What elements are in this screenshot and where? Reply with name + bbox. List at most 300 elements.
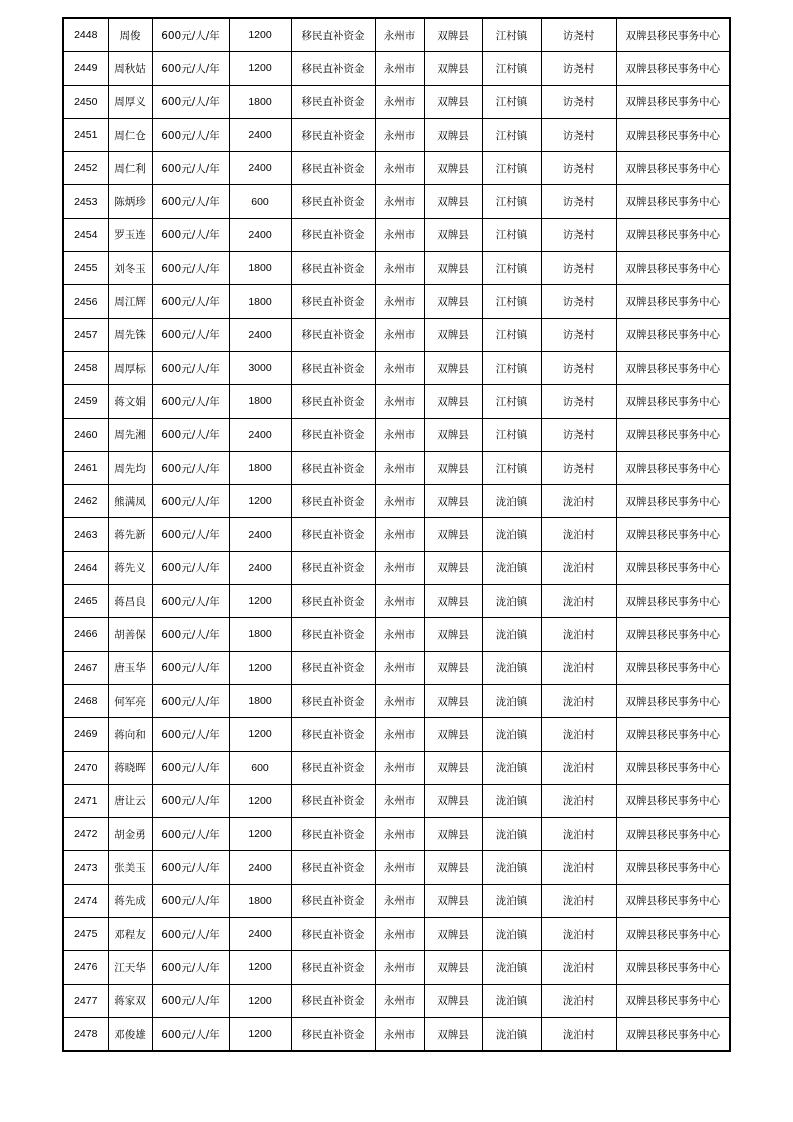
standard-cell: 600元/人/年 <box>152 18 229 52</box>
standard-cell: 600元/人/年 <box>152 651 229 684</box>
standard-cell: 600元/人/年 <box>152 52 229 85</box>
fund-type-cell: 移民直补资金 <box>291 884 375 917</box>
standard-cell: 600元/人/年 <box>152 518 229 551</box>
agency-cell: 双牌县移民事务中心 <box>616 152 730 185</box>
fund-type-cell: 移民直补资金 <box>291 951 375 984</box>
table-row <box>63 285 730 318</box>
standard-cell: 600元/人/年 <box>152 585 229 618</box>
row-number-cell: 2471 <box>63 784 108 817</box>
town-cell: 泷泊镇 <box>482 818 541 851</box>
amount-cell: 1800 <box>229 252 291 285</box>
county-cell: 双牌县 <box>424 152 482 185</box>
table-row <box>63 818 730 851</box>
county-cell: 双牌县 <box>424 218 482 251</box>
town-cell: 江村镇 <box>482 252 541 285</box>
name-cell: 蒋家双 <box>108 984 152 1017</box>
agency-cell: 双牌县移民事务中心 <box>616 684 730 717</box>
fund-type-cell: 移民直补资金 <box>291 18 375 52</box>
county-cell: 双牌县 <box>424 1017 482 1051</box>
agency-cell: 双牌县移民事务中心 <box>616 418 730 451</box>
county-cell: 双牌县 <box>424 285 482 318</box>
table-row <box>63 185 730 218</box>
amount-cell: 1200 <box>229 784 291 817</box>
town-cell: 江村镇 <box>482 318 541 351</box>
fund-type-cell: 移民直补资金 <box>291 984 375 1017</box>
city-cell: 永州市 <box>375 52 424 85</box>
row-number-cell: 2474 <box>63 884 108 917</box>
amount-cell: 2400 <box>229 218 291 251</box>
fund-type-cell: 移民直补资金 <box>291 252 375 285</box>
table-row <box>63 984 730 1017</box>
town-cell: 泷泊镇 <box>482 918 541 951</box>
fund-type-cell: 移民直补资金 <box>291 485 375 518</box>
village-cell: 访尧村 <box>541 285 616 318</box>
town-cell: 泷泊镇 <box>482 518 541 551</box>
town-cell: 泷泊镇 <box>482 718 541 751</box>
city-cell: 永州市 <box>375 252 424 285</box>
table-row <box>63 418 730 451</box>
standard-cell: 600元/人/年 <box>152 751 229 784</box>
table-row <box>63 751 730 784</box>
village-cell: 访尧村 <box>541 185 616 218</box>
village-cell: 访尧村 <box>541 385 616 418</box>
agency-cell: 双牌县移民事务中心 <box>616 385 730 418</box>
amount-cell: 1800 <box>229 884 291 917</box>
city-cell: 永州市 <box>375 1017 424 1051</box>
county-cell: 双牌县 <box>424 718 482 751</box>
fund-type-cell: 移民直补资金 <box>291 918 375 951</box>
name-cell: 邓俊雄 <box>108 1017 152 1051</box>
village-cell: 泷泊村 <box>541 918 616 951</box>
row-number-cell: 2464 <box>63 551 108 584</box>
city-cell: 永州市 <box>375 18 424 52</box>
amount-cell: 2400 <box>229 518 291 551</box>
town-cell: 江村镇 <box>482 418 541 451</box>
name-cell: 何军亮 <box>108 684 152 717</box>
table-row <box>63 485 730 518</box>
standard-cell: 600元/人/年 <box>152 851 229 884</box>
fund-type-cell: 移民直补资金 <box>291 618 375 651</box>
agency-cell: 双牌县移民事务中心 <box>616 185 730 218</box>
fund-type-cell: 移民直补资金 <box>291 1017 375 1051</box>
amount-cell: 1800 <box>229 285 291 318</box>
agency-cell: 双牌县移民事务中心 <box>616 651 730 684</box>
city-cell: 永州市 <box>375 351 424 384</box>
fund-type-cell: 移民直补资金 <box>291 851 375 884</box>
row-number-cell: 2463 <box>63 518 108 551</box>
town-cell: 江村镇 <box>482 451 541 484</box>
village-cell: 泷泊村 <box>541 884 616 917</box>
row-number-cell: 2456 <box>63 285 108 318</box>
table-row <box>63 351 730 384</box>
agency-cell: 双牌县移民事务中心 <box>616 252 730 285</box>
agency-cell: 双牌县移民事务中心 <box>616 818 730 851</box>
city-cell: 永州市 <box>375 651 424 684</box>
standard-cell: 600元/人/年 <box>152 551 229 584</box>
amount-cell: 1200 <box>229 818 291 851</box>
village-cell: 泷泊村 <box>541 1017 616 1051</box>
amount-cell: 1200 <box>229 52 291 85</box>
name-cell: 张美玉 <box>108 851 152 884</box>
standard-cell: 600元/人/年 <box>152 451 229 484</box>
city-cell: 永州市 <box>375 418 424 451</box>
city-cell: 永州市 <box>375 118 424 151</box>
fund-type-cell: 移民直补资金 <box>291 451 375 484</box>
row-number-cell: 2468 <box>63 684 108 717</box>
agency-cell: 双牌县移民事务中心 <box>616 718 730 751</box>
standard-cell: 600元/人/年 <box>152 718 229 751</box>
table-row <box>63 1017 730 1051</box>
amount-cell: 3000 <box>229 351 291 384</box>
amount-cell: 2400 <box>229 152 291 185</box>
village-cell: 访尧村 <box>541 152 616 185</box>
name-cell: 周仁利 <box>108 152 152 185</box>
county-cell: 双牌县 <box>424 318 482 351</box>
row-number-cell: 2476 <box>63 951 108 984</box>
standard-cell: 600元/人/年 <box>152 418 229 451</box>
name-cell: 熊满凤 <box>108 485 152 518</box>
agency-cell: 双牌县移民事务中心 <box>616 52 730 85</box>
table-row <box>63 118 730 151</box>
row-number-cell: 2458 <box>63 351 108 384</box>
city-cell: 永州市 <box>375 551 424 584</box>
row-number-cell: 2459 <box>63 385 108 418</box>
village-cell: 泷泊村 <box>541 485 616 518</box>
agency-cell: 双牌县移民事务中心 <box>616 1017 730 1051</box>
name-cell: 周先均 <box>108 451 152 484</box>
subsidy-table <box>62 17 731 1052</box>
town-cell: 泷泊镇 <box>482 651 541 684</box>
table-body <box>63 18 730 1051</box>
row-number-cell: 2450 <box>63 85 108 118</box>
fund-type-cell: 移民直补资金 <box>291 385 375 418</box>
standard-cell: 600元/人/年 <box>152 684 229 717</box>
standard-cell: 600元/人/年 <box>152 918 229 951</box>
name-cell: 周秋姑 <box>108 52 152 85</box>
standard-cell: 600元/人/年 <box>152 118 229 151</box>
city-cell: 永州市 <box>375 585 424 618</box>
city-cell: 永州市 <box>375 318 424 351</box>
name-cell: 江天华 <box>108 951 152 984</box>
city-cell: 永州市 <box>375 918 424 951</box>
city-cell: 永州市 <box>375 218 424 251</box>
name-cell: 周厚标 <box>108 351 152 384</box>
amount-cell: 1800 <box>229 451 291 484</box>
city-cell: 永州市 <box>375 884 424 917</box>
town-cell: 江村镇 <box>482 85 541 118</box>
row-number-cell: 2460 <box>63 418 108 451</box>
agency-cell: 双牌县移民事务中心 <box>616 851 730 884</box>
village-cell: 访尧村 <box>541 318 616 351</box>
row-number-cell: 2470 <box>63 751 108 784</box>
village-cell: 泷泊村 <box>541 684 616 717</box>
city-cell: 永州市 <box>375 784 424 817</box>
town-cell: 泷泊镇 <box>482 485 541 518</box>
fund-type-cell: 移民直补资金 <box>291 218 375 251</box>
city-cell: 永州市 <box>375 718 424 751</box>
fund-type-cell: 移民直补资金 <box>291 351 375 384</box>
name-cell: 罗玉连 <box>108 218 152 251</box>
city-cell: 永州市 <box>375 152 424 185</box>
village-cell: 泷泊村 <box>541 585 616 618</box>
agency-cell: 双牌县移民事务中心 <box>616 918 730 951</box>
fund-type-cell: 移民直补资金 <box>291 818 375 851</box>
agency-cell: 双牌县移民事务中心 <box>616 285 730 318</box>
document-page <box>62 17 729 1052</box>
county-cell: 双牌县 <box>424 485 482 518</box>
table-row <box>63 851 730 884</box>
town-cell: 泷泊镇 <box>482 884 541 917</box>
county-cell: 双牌县 <box>424 784 482 817</box>
amount-cell: 1800 <box>229 684 291 717</box>
amount-cell: 2400 <box>229 118 291 151</box>
name-cell: 蒋向和 <box>108 718 152 751</box>
name-cell: 周仁仓 <box>108 118 152 151</box>
standard-cell: 600元/人/年 <box>152 285 229 318</box>
name-cell: 周先铢 <box>108 318 152 351</box>
agency-cell: 双牌县移民事务中心 <box>616 784 730 817</box>
town-cell: 江村镇 <box>482 385 541 418</box>
standard-cell: 600元/人/年 <box>152 984 229 1017</box>
county-cell: 双牌县 <box>424 918 482 951</box>
row-number-cell: 2466 <box>63 618 108 651</box>
agency-cell: 双牌县移民事务中心 <box>616 318 730 351</box>
village-cell: 访尧村 <box>541 52 616 85</box>
county-cell: 双牌县 <box>424 851 482 884</box>
village-cell: 访尧村 <box>541 351 616 384</box>
amount-cell: 1200 <box>229 585 291 618</box>
row-number-cell: 2453 <box>63 185 108 218</box>
village-cell: 泷泊村 <box>541 784 616 817</box>
county-cell: 双牌县 <box>424 551 482 584</box>
city-cell: 永州市 <box>375 851 424 884</box>
city-cell: 永州市 <box>375 185 424 218</box>
city-cell: 永州市 <box>375 451 424 484</box>
agency-cell: 双牌县移民事务中心 <box>616 485 730 518</box>
table-row <box>63 618 730 651</box>
table-row <box>63 684 730 717</box>
city-cell: 永州市 <box>375 385 424 418</box>
city-cell: 永州市 <box>375 818 424 851</box>
county-cell: 双牌县 <box>424 684 482 717</box>
amount-cell: 1200 <box>229 651 291 684</box>
agency-cell: 双牌县移民事务中心 <box>616 85 730 118</box>
amount-cell: 1800 <box>229 618 291 651</box>
fund-type-cell: 移民直补资金 <box>291 185 375 218</box>
city-cell: 永州市 <box>375 984 424 1017</box>
town-cell: 泷泊镇 <box>482 684 541 717</box>
table-row <box>63 52 730 85</box>
fund-type-cell: 移民直补资金 <box>291 718 375 751</box>
standard-cell: 600元/人/年 <box>152 318 229 351</box>
amount-cell: 1200 <box>229 18 291 52</box>
row-number-cell: 2454 <box>63 218 108 251</box>
agency-cell: 双牌县移民事务中心 <box>616 884 730 917</box>
fund-type-cell: 移民直补资金 <box>291 651 375 684</box>
village-cell: 泷泊村 <box>541 984 616 1017</box>
town-cell: 泷泊镇 <box>482 1017 541 1051</box>
table-row <box>63 385 730 418</box>
row-number-cell: 2478 <box>63 1017 108 1051</box>
county-cell: 双牌县 <box>424 451 482 484</box>
town-cell: 江村镇 <box>482 285 541 318</box>
row-number-cell: 2467 <box>63 651 108 684</box>
village-cell: 泷泊村 <box>541 718 616 751</box>
standard-cell: 600元/人/年 <box>152 351 229 384</box>
fund-type-cell: 移民直补资金 <box>291 784 375 817</box>
agency-cell: 双牌县移民事务中心 <box>616 118 730 151</box>
village-cell: 泷泊村 <box>541 551 616 584</box>
fund-type-cell: 移民直补资金 <box>291 751 375 784</box>
table-row <box>63 951 730 984</box>
standard-cell: 600元/人/年 <box>152 152 229 185</box>
agency-cell: 双牌县移民事务中心 <box>616 585 730 618</box>
standard-cell: 600元/人/年 <box>152 218 229 251</box>
name-cell: 陈炳珍 <box>108 185 152 218</box>
name-cell: 邓程友 <box>108 918 152 951</box>
row-number-cell: 2477 <box>63 984 108 1017</box>
row-number-cell: 2462 <box>63 485 108 518</box>
table-row <box>63 451 730 484</box>
standard-cell: 600元/人/年 <box>152 884 229 917</box>
county-cell: 双牌县 <box>424 52 482 85</box>
fund-type-cell: 移民直补资金 <box>291 285 375 318</box>
agency-cell: 双牌县移民事务中心 <box>616 951 730 984</box>
village-cell: 访尧村 <box>541 252 616 285</box>
name-cell: 周厚义 <box>108 85 152 118</box>
standard-cell: 600元/人/年 <box>152 252 229 285</box>
city-cell: 永州市 <box>375 285 424 318</box>
standard-cell: 600元/人/年 <box>152 85 229 118</box>
town-cell: 江村镇 <box>482 18 541 52</box>
name-cell: 刘冬玉 <box>108 252 152 285</box>
city-cell: 永州市 <box>375 684 424 717</box>
village-cell: 访尧村 <box>541 18 616 52</box>
amount-cell: 1800 <box>229 85 291 118</box>
standard-cell: 600元/人/年 <box>152 185 229 218</box>
county-cell: 双牌县 <box>424 351 482 384</box>
amount-cell: 2400 <box>229 551 291 584</box>
town-cell: 泷泊镇 <box>482 951 541 984</box>
village-cell: 泷泊村 <box>541 951 616 984</box>
fund-type-cell: 移民直补资金 <box>291 418 375 451</box>
name-cell: 蒋晓晖 <box>108 751 152 784</box>
fund-type-cell: 移民直补资金 <box>291 85 375 118</box>
name-cell: 唐让云 <box>108 784 152 817</box>
row-number-cell: 2465 <box>63 585 108 618</box>
standard-cell: 600元/人/年 <box>152 618 229 651</box>
amount-cell: 600 <box>229 185 291 218</box>
fund-type-cell: 移民直补资金 <box>291 585 375 618</box>
name-cell: 周先湘 <box>108 418 152 451</box>
county-cell: 双牌县 <box>424 618 482 651</box>
town-cell: 江村镇 <box>482 52 541 85</box>
row-number-cell: 2449 <box>63 52 108 85</box>
name-cell: 蒋昌良 <box>108 585 152 618</box>
table-row <box>63 784 730 817</box>
county-cell: 双牌县 <box>424 884 482 917</box>
table-row <box>63 651 730 684</box>
village-cell: 泷泊村 <box>541 818 616 851</box>
county-cell: 双牌县 <box>424 418 482 451</box>
amount-cell: 2400 <box>229 851 291 884</box>
name-cell: 周江辉 <box>108 285 152 318</box>
town-cell: 泷泊镇 <box>482 751 541 784</box>
city-cell: 永州市 <box>375 485 424 518</box>
name-cell: 蒋先成 <box>108 884 152 917</box>
row-number-cell: 2473 <box>63 851 108 884</box>
town-cell: 泷泊镇 <box>482 585 541 618</box>
town-cell: 泷泊镇 <box>482 984 541 1017</box>
village-cell: 访尧村 <box>541 118 616 151</box>
county-cell: 双牌县 <box>424 585 482 618</box>
table-row <box>63 718 730 751</box>
town-cell: 江村镇 <box>482 118 541 151</box>
standard-cell: 600元/人/年 <box>152 1017 229 1051</box>
city-cell: 永州市 <box>375 518 424 551</box>
town-cell: 江村镇 <box>482 185 541 218</box>
fund-type-cell: 移民直补资金 <box>291 518 375 551</box>
table-row <box>63 884 730 917</box>
fund-type-cell: 移民直补资金 <box>291 52 375 85</box>
table-row <box>63 518 730 551</box>
name-cell: 唐玉华 <box>108 651 152 684</box>
row-number-cell: 2451 <box>63 118 108 151</box>
table-row <box>63 18 730 52</box>
standard-cell: 600元/人/年 <box>152 485 229 518</box>
county-cell: 双牌县 <box>424 651 482 684</box>
table-row <box>63 218 730 251</box>
standard-cell: 600元/人/年 <box>152 385 229 418</box>
row-number-cell: 2457 <box>63 318 108 351</box>
town-cell: 泷泊镇 <box>482 851 541 884</box>
amount-cell: 1800 <box>229 385 291 418</box>
row-number-cell: 2472 <box>63 818 108 851</box>
amount-cell: 2400 <box>229 418 291 451</box>
village-cell: 访尧村 <box>541 418 616 451</box>
fund-type-cell: 移民直补资金 <box>291 318 375 351</box>
county-cell: 双牌县 <box>424 984 482 1017</box>
agency-cell: 双牌县移民事务中心 <box>616 751 730 784</box>
agency-cell: 双牌县移民事务中心 <box>616 218 730 251</box>
county-cell: 双牌县 <box>424 252 482 285</box>
amount-cell: 600 <box>229 751 291 784</box>
fund-type-cell: 移民直补资金 <box>291 684 375 717</box>
county-cell: 双牌县 <box>424 118 482 151</box>
agency-cell: 双牌县移民事务中心 <box>616 984 730 1017</box>
village-cell: 访尧村 <box>541 451 616 484</box>
village-cell: 泷泊村 <box>541 518 616 551</box>
village-cell: 访尧村 <box>541 85 616 118</box>
agency-cell: 双牌县移民事务中心 <box>616 451 730 484</box>
table-row <box>63 152 730 185</box>
amount-cell: 2400 <box>229 918 291 951</box>
standard-cell: 600元/人/年 <box>152 784 229 817</box>
table-row <box>63 551 730 584</box>
town-cell: 泷泊镇 <box>482 618 541 651</box>
county-cell: 双牌县 <box>424 518 482 551</box>
city-cell: 永州市 <box>375 85 424 118</box>
table-row <box>63 585 730 618</box>
village-cell: 泷泊村 <box>541 618 616 651</box>
name-cell: 胡善保 <box>108 618 152 651</box>
amount-cell: 1200 <box>229 718 291 751</box>
row-number-cell: 2475 <box>63 918 108 951</box>
county-cell: 双牌县 <box>424 951 482 984</box>
row-number-cell: 2469 <box>63 718 108 751</box>
row-number-cell: 2461 <box>63 451 108 484</box>
table-row <box>63 918 730 951</box>
